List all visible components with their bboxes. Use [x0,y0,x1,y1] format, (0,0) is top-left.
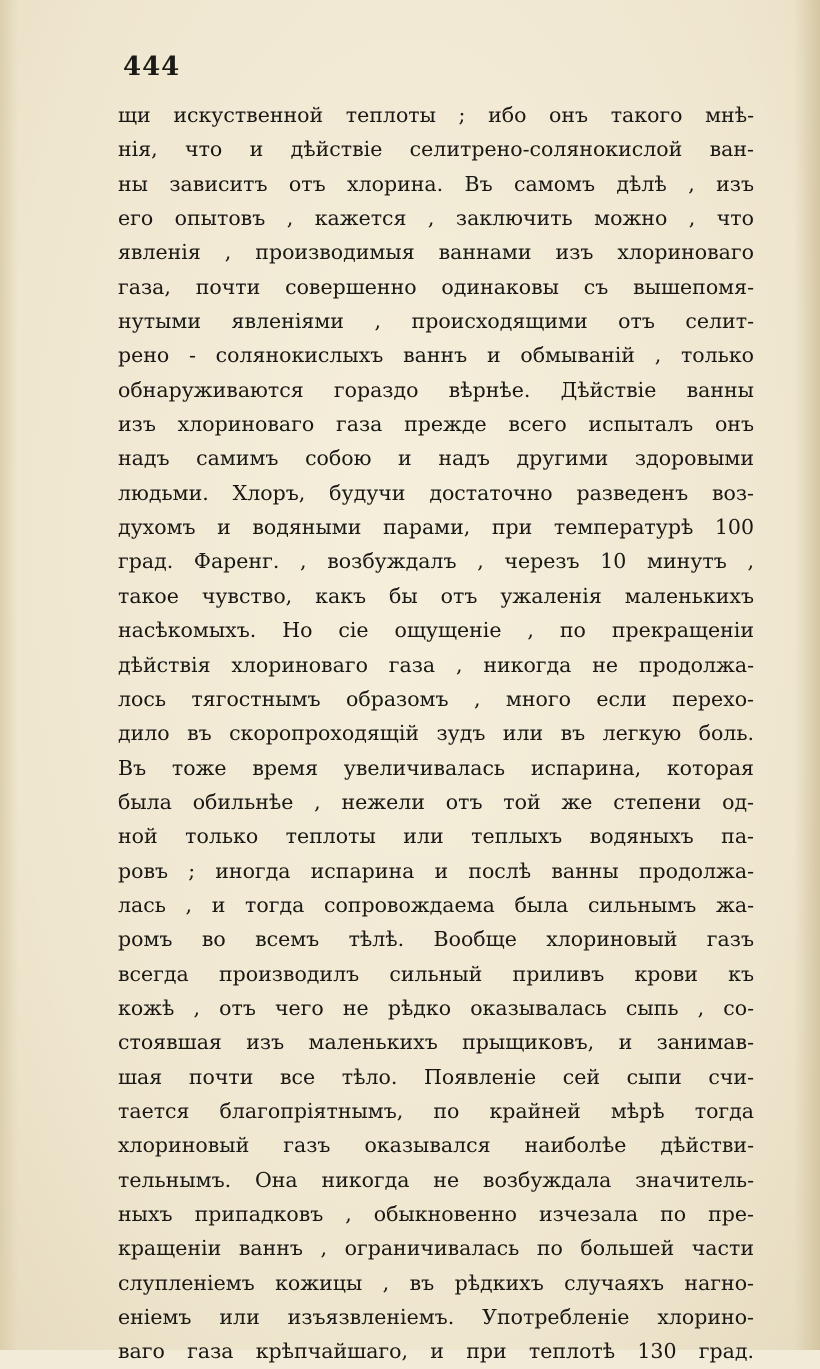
text-line: обнаруживаются гораздо вѣрнѣе. Дѣйствіе ванны [118,377,754,402]
text-line: кожѣ , отъ чего не рѣдко оказывалась сыпь , со- [118,995,754,1020]
text-line: газа, почти совершенно одинаковы съ вышепомя- [118,274,754,299]
text-line: ной только теплоты или теплыхъ водяныхъ па- [118,824,754,849]
page-right-edge-shadow [794,0,820,1350]
text-line: была обильнѣе , нежели отъ той же степени од- [118,789,754,814]
text-line: дило въ скоропроходящій зудъ или въ легкую боль. [118,721,754,746]
text-line: ромъ во всемъ тѣлѣ. Вообще хлориновый газъ [118,927,754,952]
text-line: рено - солянокислыхъ ваннъ и обмываній , только [118,343,754,368]
text-line: изъ хлориноваго газа прежде всего испыталъ онъ [118,412,754,437]
text-line: духомъ и водяными парами, при температурѣ 100 [118,515,754,540]
text-line: людьми. Хлоръ, будучи достаточно разведенъ воз- [118,480,754,505]
page-number: 444 [123,52,181,82]
text-line: шая почти все тѣло. Появленіе сей сыпи счи- [118,1064,754,1089]
page-left-edge-shadow [0,0,18,1350]
text-line: всегда производилъ сильный приливъ крови къ [118,961,754,986]
text-line: Въ тоже время увеличивалась испарина, которая [118,755,754,780]
text-line: стоявшая изъ маленькихъ прыщиковъ, и занимав- [118,1030,754,1055]
text-line: хлориновый газъ оказывался наиболѣе дѣйстви- [118,1133,754,1158]
text-line: дѣйствія хлориноваго газа , никогда не продолжа- [118,652,754,677]
text-line: такое чувство, какъ бы отъ ужаленія маленькихъ [118,583,754,608]
text-line: лось тягостнымъ образомъ , много если перехо- [118,686,754,711]
text-line: тается благопріятнымъ, по крайней мѣрѣ тогда [118,1098,754,1123]
text-line: ныхъ припадковъ , обыкновенно изчезала по пре- [118,1202,754,1226]
text-line: еніемъ или изъязвленіемъ. Употребленіе хлорино- [118,1305,754,1330]
text-line: слупленіемъ кожицы , въ рѣдкихъ случаяхъ нагно- [118,1270,754,1295]
text-line: ровъ ; иногда испарина и послѣ ванны продолжа- [118,858,754,883]
text-line: его опытовъ , кажется , заключить можно , что [118,206,754,231]
body-text [118,98,754,1369]
text-line: град. Фаренг. , возбуждалъ , черезъ 10 минутъ , [118,549,754,574]
text-line: щи искуственной теплоты ; ибо онъ такого мнѣ- [118,103,754,127]
text-line: насѣкомыхъ. Но сіе ощущеніе , по прекращеніи [118,618,754,643]
text-line: нія, что и дѣйствіе селитрено-солянокислой ван- [118,137,754,162]
text-line: лась , и тогда сопровождаема была сильнымъ жа- [118,892,754,917]
text-line: надъ самимъ собою и надъ другими здоровыми [118,446,754,471]
text-line: тельнымъ. Она никогда не возбуждала значитель- [118,1167,754,1192]
text-line: ны зависитъ отъ хлорина. Въ самомъ дѣлѣ , изъ [118,171,754,196]
text-line: явленія , производимыя ваннами изъ хлориноваго [118,240,754,265]
text-line: нутыми явленіями , происходящими отъ селит- [118,309,754,334]
text-line: кращеніи ваннъ , ограничивалась по большей части [118,1236,754,1261]
text-line: ваго газа крѣпчайшаго, и при теплотѣ 130 град. [118,1339,754,1364]
